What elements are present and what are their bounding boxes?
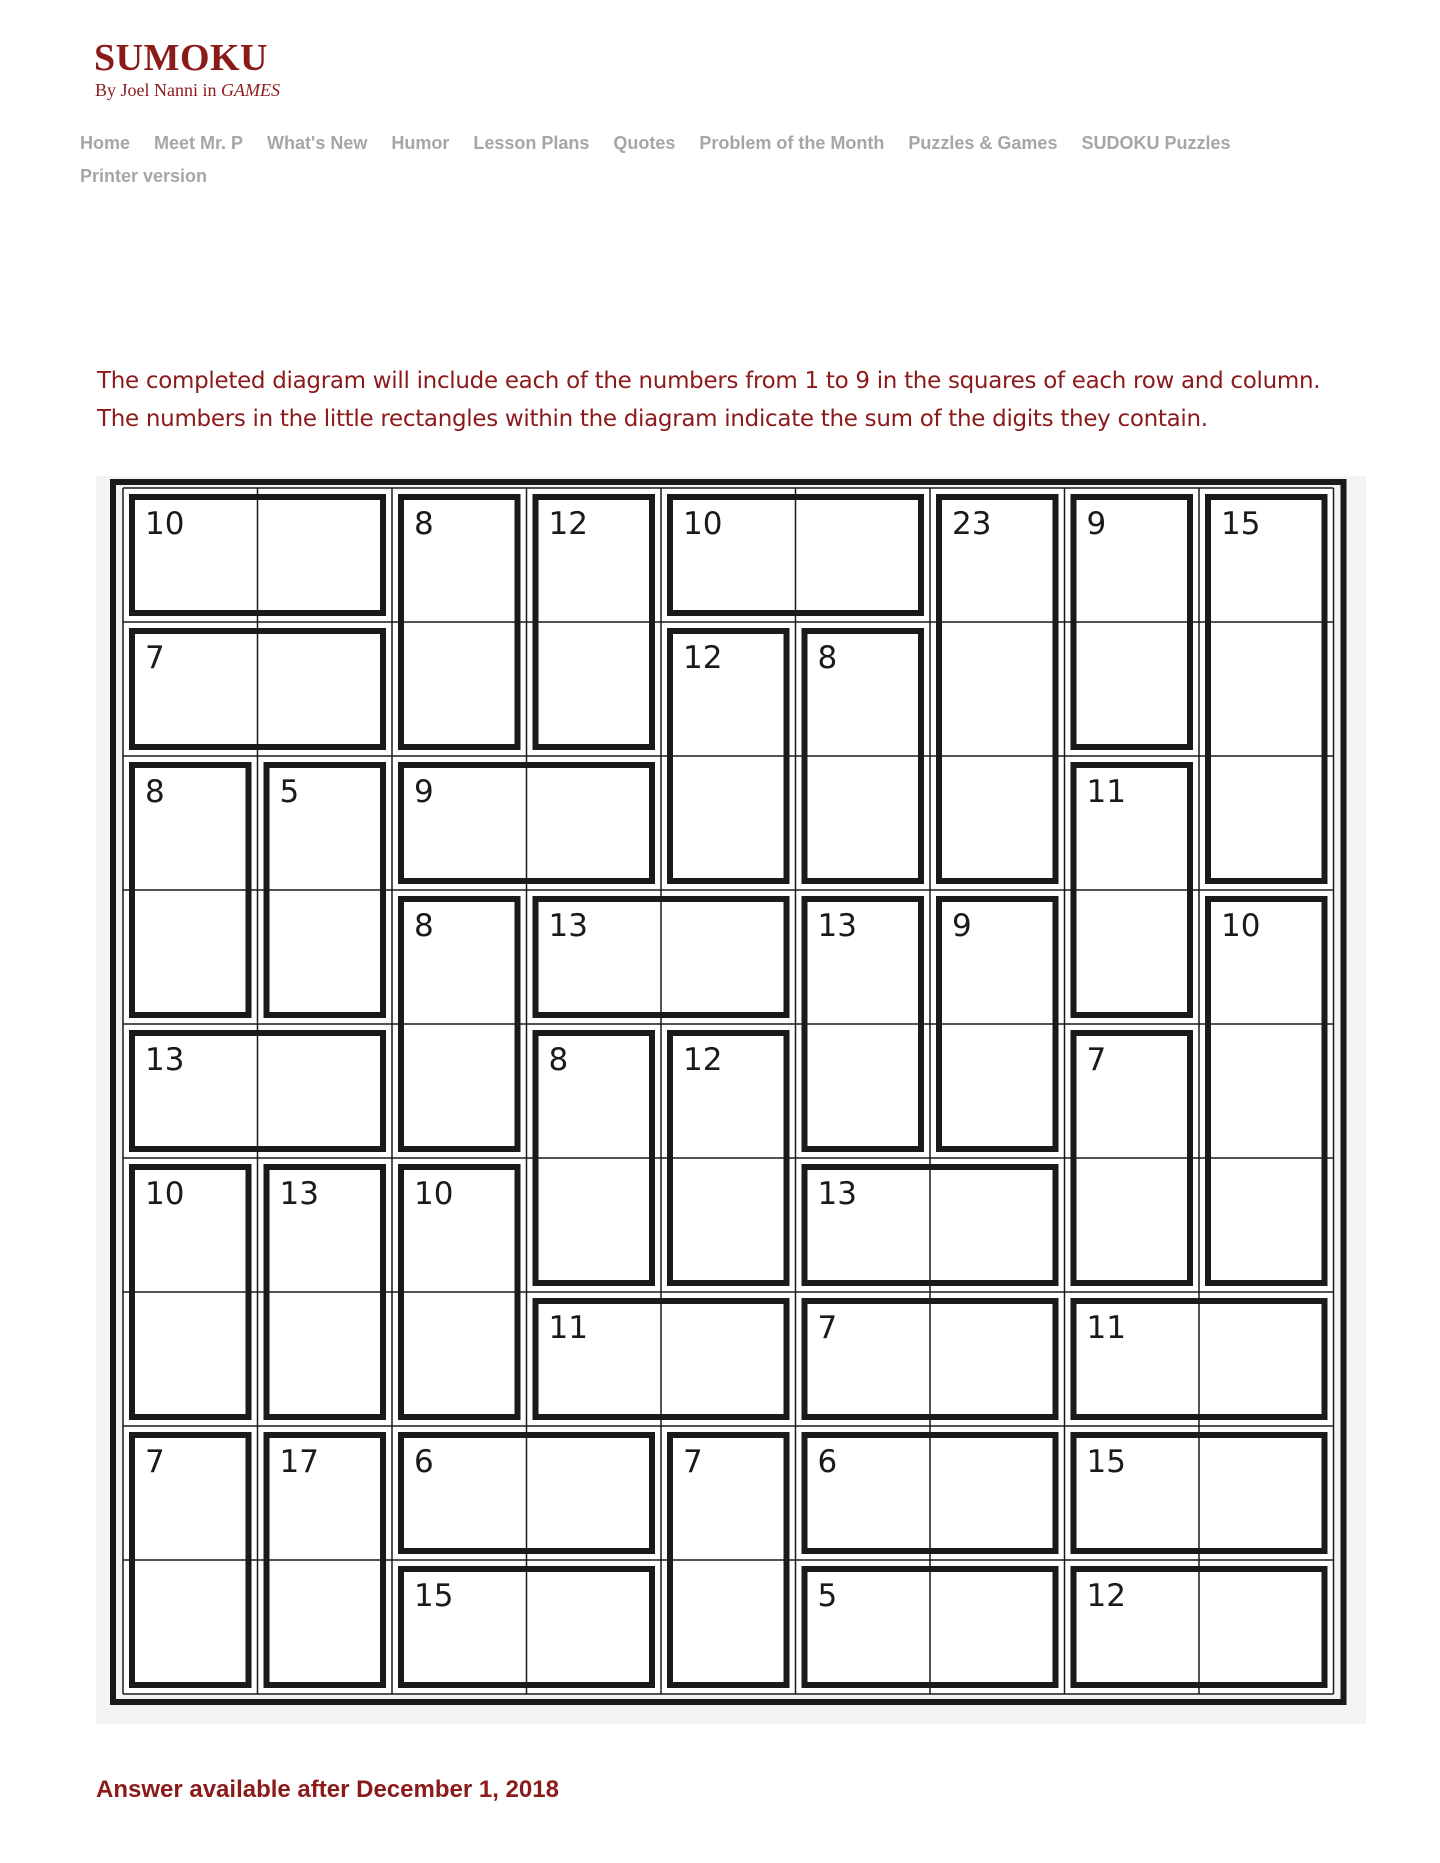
cage-sum-label: 13 xyxy=(817,908,857,944)
cage-sum-label: 15 xyxy=(414,1578,454,1614)
cage-sum-label: 7 xyxy=(145,640,165,676)
byline-source: GAMES xyxy=(221,80,280,100)
cage-sum-label: 11 xyxy=(1086,774,1126,810)
cage-sum-label: 13 xyxy=(279,1176,319,1212)
nav-whats-new[interactable]: What's New xyxy=(267,133,368,153)
cage-sum-label: 15 xyxy=(1086,1444,1126,1480)
cage-sum-label: 11 xyxy=(548,1310,588,1346)
cage-sum-label: 10 xyxy=(414,1176,454,1212)
cage-sum-label: 13 xyxy=(548,908,588,944)
site-title: SUMOKU xyxy=(94,37,268,79)
cage-sum-label: 10 xyxy=(1221,908,1261,944)
cage-sum-label: 7 xyxy=(817,1310,838,1346)
nav-home[interactable]: Home xyxy=(80,133,131,153)
answer-note: Answer available after December 1, 2018 xyxy=(96,1776,559,1803)
cage-sum-label: 11 xyxy=(1086,1310,1126,1346)
sumoku-grid xyxy=(96,476,1366,1724)
cage-sum-label: 10 xyxy=(145,1176,185,1212)
cage-sum-label: 8 xyxy=(817,640,838,676)
nav-sudoku-puzzles[interactable]: SUDOKU Puzzles xyxy=(1081,133,1231,153)
cage-sum-label: 12 xyxy=(1086,1578,1126,1614)
byline-prefix: By Joel Nanni in xyxy=(95,80,221,100)
cage-sum-label: 8 xyxy=(414,506,434,542)
cage-sum-label: 8 xyxy=(414,908,434,944)
nav-humor[interactable]: Humor xyxy=(391,133,450,153)
grid-board xyxy=(123,488,1334,1694)
cage-sum-label: 8 xyxy=(548,1042,569,1078)
cage-sum-label: 5 xyxy=(279,774,300,810)
nav-problem-of-the-month[interactable]: Problem of the Month xyxy=(699,133,885,153)
cage-sum-label: 7 xyxy=(683,1444,703,1480)
main-nav xyxy=(80,133,1380,199)
cage-sum-label: 17 xyxy=(279,1444,319,1480)
nav-lesson-plans[interactable]: Lesson Plans xyxy=(473,133,590,153)
cage-sum-label: 12 xyxy=(548,506,588,542)
cage-sum-label: 9 xyxy=(414,774,434,810)
sumoku-puzzle-image xyxy=(96,476,1366,1724)
cage-sum-label: 23 xyxy=(952,506,992,542)
cage-sum-label: 12 xyxy=(683,640,723,676)
cage-sum-label: 9 xyxy=(952,908,972,944)
cage-sum-label: 13 xyxy=(817,1176,857,1212)
cage-sum-label: 6 xyxy=(414,1444,434,1480)
nav-printer-version[interactable]: Printer version xyxy=(80,166,208,186)
cage-sum-label: 10 xyxy=(145,506,185,542)
cage-sum-label: 15 xyxy=(1221,506,1261,542)
cage-sum-label: 13 xyxy=(145,1042,185,1078)
nav-meet-mr-p[interactable]: Meet Mr. P xyxy=(154,133,244,153)
nav-puzzles-and-games[interactable]: Puzzles & Games xyxy=(908,133,1058,153)
instructions-line-2: The numbers in the little rectangles within the diagram indicate the sum of the digits they contain. xyxy=(97,406,1208,432)
cage-sum-label: 8 xyxy=(145,774,165,810)
cage-sum-label: 10 xyxy=(683,506,723,542)
cage-sum-label: 6 xyxy=(817,1444,838,1480)
cage-sum-label: 7 xyxy=(1086,1042,1107,1078)
puzzle-instructions xyxy=(97,362,1397,438)
nav-quotes[interactable]: Quotes xyxy=(613,133,676,153)
cage-sum-label: 5 xyxy=(817,1578,838,1614)
cage-sum-label: 9 xyxy=(1086,506,1107,542)
cage-sum-label: 12 xyxy=(683,1042,723,1078)
instructions-line-1: The completed diagram will include each of the numbers from 1 to 9 in the squares of each row and column. xyxy=(97,368,1321,394)
cage-sum-label: 7 xyxy=(145,1444,165,1480)
byline xyxy=(95,80,280,101)
